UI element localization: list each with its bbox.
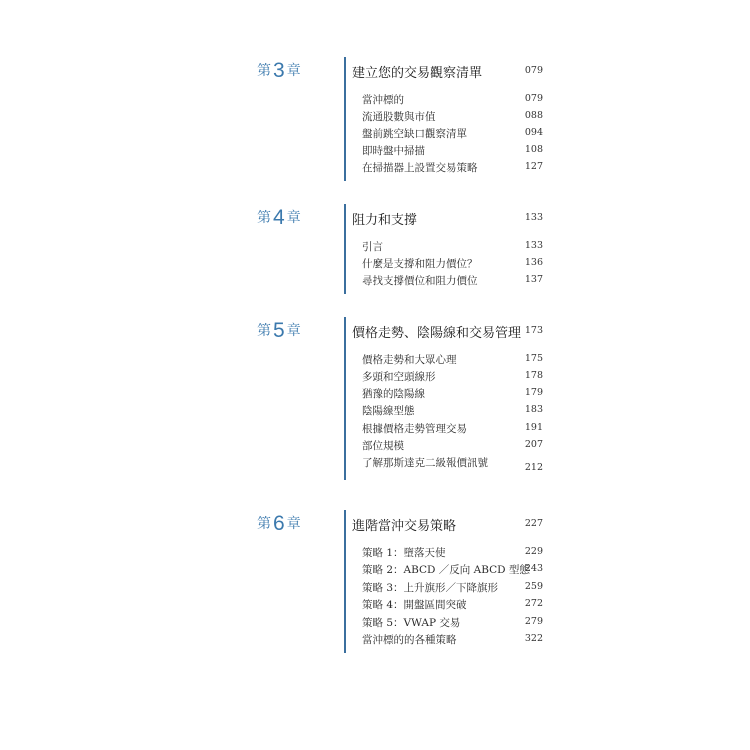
section-title: 價格走勢和大眾心理	[362, 354, 457, 366]
toc-entry[interactable]	[0, 438, 750, 455]
toc-entry[interactable]	[0, 421, 750, 438]
section-title: 在掃描器上設置交易策略	[362, 162, 478, 174]
chapter-prefix: 第	[257, 323, 271, 339]
section-page: 272	[524, 598, 543, 609]
chapter-number: 4	[273, 206, 285, 229]
section-title: 策略 3：上升旗形／下降旗形	[362, 582, 499, 594]
toc-entry[interactable]	[0, 239, 750, 256]
chapter-prefix: 第	[257, 210, 271, 226]
chapter-label	[257, 60, 301, 81]
chapter-number: 5	[273, 319, 285, 342]
toc-entry[interactable]	[0, 455, 750, 472]
toc-entry[interactable]	[0, 352, 750, 369]
section-title: 即時盤中掃描	[362, 145, 425, 157]
section-page: 183	[524, 404, 543, 415]
toc-entry[interactable]	[0, 92, 750, 109]
section-page: 243	[524, 563, 543, 574]
section-page: 207	[524, 439, 543, 450]
section-title: 什麼是支撐和阻力價位？	[362, 258, 478, 270]
chapter-suffix: 章	[286, 210, 301, 226]
section-title: 盤前跳空缺口觀察清單	[362, 128, 467, 140]
section-title: 策略 1：墮落天使	[362, 547, 446, 559]
section-title: 了解那斯達克二級報價訊號	[362, 457, 488, 469]
section-page: 136	[524, 257, 543, 268]
section-title: 陰陽線型態	[362, 405, 415, 417]
chapter-page: 079	[524, 65, 543, 76]
chapter-title[interactable]: 建立您的交易觀察清單	[352, 66, 483, 81]
section-title: 流通股數與市值	[362, 111, 436, 123]
section-title: 當沖標的的各種策略	[362, 634, 457, 646]
section-page: 108	[524, 144, 543, 155]
chapter-number: 3	[273, 59, 285, 82]
chapter-page: 173	[524, 325, 543, 336]
section-title: 策略 5：VWAP 交易	[362, 617, 461, 629]
section-page: 127	[524, 161, 543, 172]
section-title: 策略 4：開盤區間突破	[362, 599, 467, 611]
chapter-title[interactable]: 阻力和支撐	[352, 213, 418, 228]
section-page: 088	[524, 110, 543, 121]
section-page: 094	[524, 127, 543, 138]
toc-entry[interactable]	[0, 143, 750, 160]
chapter-label	[257, 207, 301, 228]
toc-entry[interactable]	[0, 632, 750, 649]
chapter-label	[257, 320, 301, 341]
section-page: 229	[524, 546, 543, 557]
toc-entry[interactable]	[0, 545, 750, 562]
section-title: 策略 2：ABCD ／反向 ABCD 型態	[362, 564, 530, 576]
toc-entry[interactable]	[0, 273, 750, 290]
section-title: 猶豫的陰陽線	[362, 388, 425, 400]
chapter-suffix: 章	[286, 63, 301, 79]
toc-entry[interactable]	[0, 562, 750, 579]
chapter-label	[257, 513, 301, 534]
chapter-number: 6	[273, 512, 285, 535]
chapter-page: 133	[524, 212, 543, 223]
chapter-suffix: 章	[286, 323, 301, 339]
section-page: 322	[524, 633, 543, 644]
toc-entry[interactable]	[0, 369, 750, 386]
toc-entry[interactable]	[0, 160, 750, 177]
section-page: 259	[524, 581, 543, 592]
toc-entry[interactable]	[0, 256, 750, 273]
toc-entry[interactable]	[0, 580, 750, 597]
section-title: 多頭和空頭線形	[362, 371, 436, 383]
chapter-title[interactable]: 進階當沖交易策略	[352, 519, 457, 534]
section-title: 當沖標的	[362, 94, 404, 106]
chapter-prefix: 第	[257, 63, 271, 79]
section-page: 179	[524, 387, 543, 398]
section-title: 尋找支撐價位和阻力價位	[362, 275, 478, 287]
chapter-page: 227	[524, 518, 543, 529]
chapter-suffix: 章	[286, 516, 301, 532]
section-title: 引言	[362, 241, 383, 253]
section-page: 279	[524, 616, 543, 627]
toc-entry[interactable]	[0, 403, 750, 420]
toc-entry[interactable]	[0, 386, 750, 403]
section-page: 175	[524, 353, 543, 364]
chapter-title[interactable]: 價格走勢、陰陽線和交易管理	[352, 326, 522, 341]
chapter-prefix: 第	[257, 516, 271, 532]
section-page: 212	[524, 462, 543, 473]
section-page: 137	[524, 274, 543, 285]
section-title: 根據價格走勢管理交易	[362, 423, 467, 435]
toc-entry[interactable]	[0, 615, 750, 632]
section-page: 079	[524, 93, 543, 104]
toc-entry[interactable]	[0, 109, 750, 126]
section-page: 133	[524, 240, 543, 251]
section-page: 191	[524, 422, 543, 433]
toc-entry[interactable]	[0, 597, 750, 614]
section-title: 部位規模	[362, 440, 404, 452]
toc-entry[interactable]	[0, 126, 750, 143]
section-page: 178	[524, 370, 543, 381]
